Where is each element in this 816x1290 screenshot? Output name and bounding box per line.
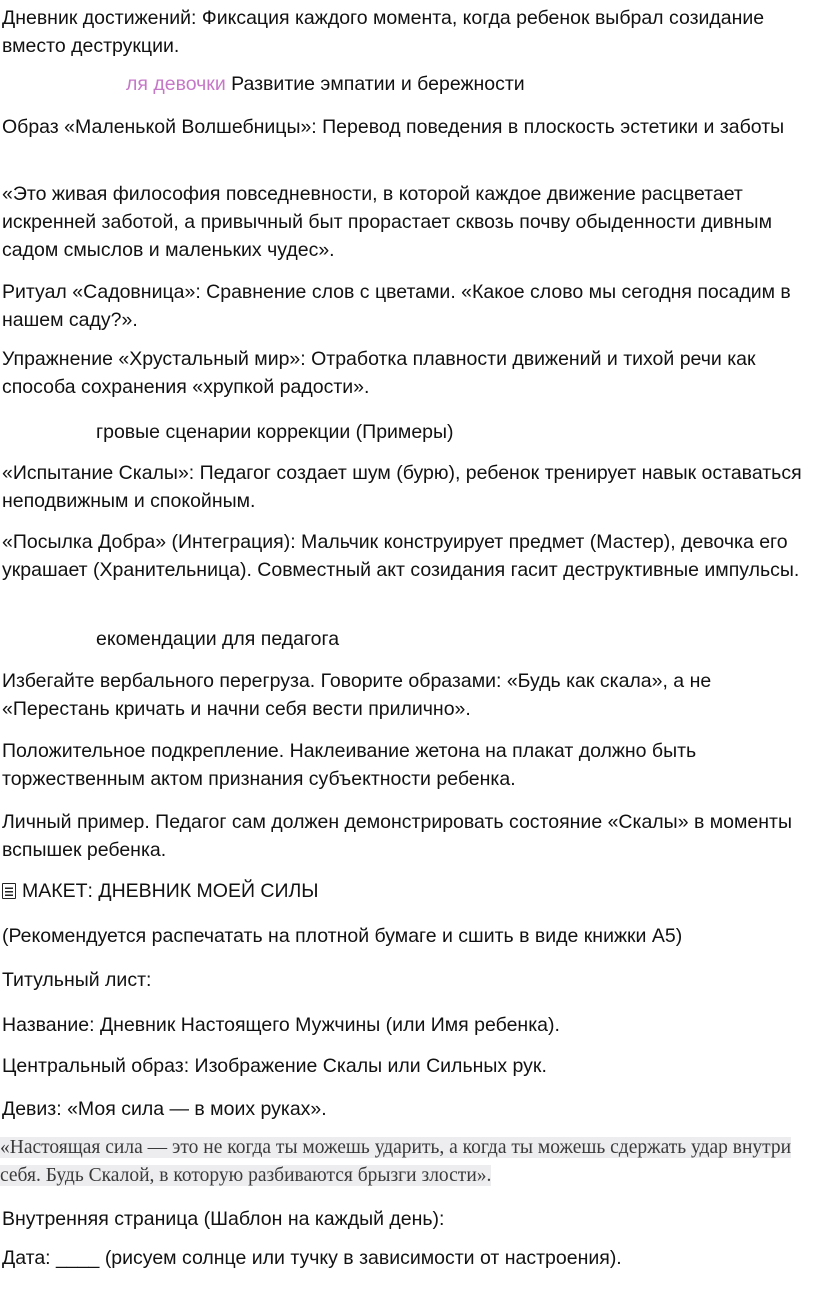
heading-prefix: ля девочки	[126, 73, 226, 95]
paragraph-central-image: Центральный образ: Изображение Скалы или Сильных рук.	[2, 1055, 547, 1077]
paragraph-name: Название: Дневник Настоящего Мужчины (или Имя ребенка).	[2, 1014, 560, 1036]
section-heading-recommendations: екомендации для педагога	[96, 628, 340, 650]
highlighted-quote	[0, 1134, 812, 1190]
quote-text: «Настоящая сила — это не когда ты можешь ударить, а когда ты можешь сдержать удар внутри себя. Будь Скалой, в которую разбиваются брызги злости».	[0, 1137, 792, 1186]
paragraph-date: Дата: ____ (рисуем солнце или тучку в зависимости от настроения).	[2, 1247, 622, 1269]
paragraph-personal-example: Личный пример. Педагог сам должен демонстрировать состояние «Скалы» в моменты вспышек ребенка.	[2, 811, 792, 861]
paragraph-philosophy-quote: «Это живая философия повседневности, в которой каждое движение расцветает искренней заботой, а привычный быт прорастает сквозь почву обыденности дивным садом смыслов и маленьких чудес».	[2, 183, 772, 261]
paragraph-positive-reinforcement: Положительное подкрепление. Наклеивание жетона на плакат должно быть торжественным актом признания субъектности ребенка.	[2, 740, 697, 790]
heading-rest: Развитие эмпатии и бережности	[225, 73, 525, 95]
paragraph-inner-page: Внутренняя страница (Шаблон на каждый день):	[2, 1208, 445, 1230]
paragraph-print-recommendation: (Рекомендуется распечатать на плотной бумаге и сшить в виде книжки А5)	[2, 925, 683, 947]
paragraph-gardener-ritual: Ритуал «Садовница»: Сравнение слов с цветами. «Какое слово мы сегодня посадим в нашем саду?».	[2, 281, 791, 331]
section-heading-scenarios: гровые сценарии коррекции (Примеры)	[96, 421, 454, 443]
paragraph-little-sorceress: Образ «Маленькой Волшебницы»: Перевод поведения в плоскость эстетики и заботы	[2, 116, 785, 138]
paragraph-kindness-parcel: «Посылка Добра» (Интеграция): Мальчик конструирует предмет (Мастер), девочка его украшает (Хранительница). Совместный акт созидания гасит деструктивные импульсы.	[2, 531, 800, 581]
paragraph-rock-test: «Испытание Скалы»: Педагог создает шум (бурю), ребенок тренирует навык оставаться неподвижным и спокойным.	[2, 462, 802, 512]
paragraph-motto: Девиз: «Моя сила — в моих руках».	[2, 1098, 327, 1120]
section-heading-layout	[2, 877, 812, 905]
paragraph-title-page: Титульный лист:	[2, 969, 152, 991]
layout-heading-text: МАКЕТ: ДНЕВНИК МОЕЙ СИЛЫ	[22, 880, 319, 902]
section-heading-girls	[126, 70, 525, 98]
book-icon	[2, 883, 16, 899]
paragraph-crystal-world: Упражнение «Хрустальный мир»: Отработка плавности движений и тихой речи как способа сохранения «хрупкой радости».	[2, 348, 756, 398]
paragraph-achievement-diary: Дневник достижений: Фиксация каждого момента, когда ребенок выбрал созидание вместо деструкции.	[2, 7, 765, 57]
paragraph-avoid-overload: Избегайте вербального перегруза. Говорите образами: «Будь как скала», а не «Перестань кричать и начни себя вести прилично».	[2, 670, 712, 720]
